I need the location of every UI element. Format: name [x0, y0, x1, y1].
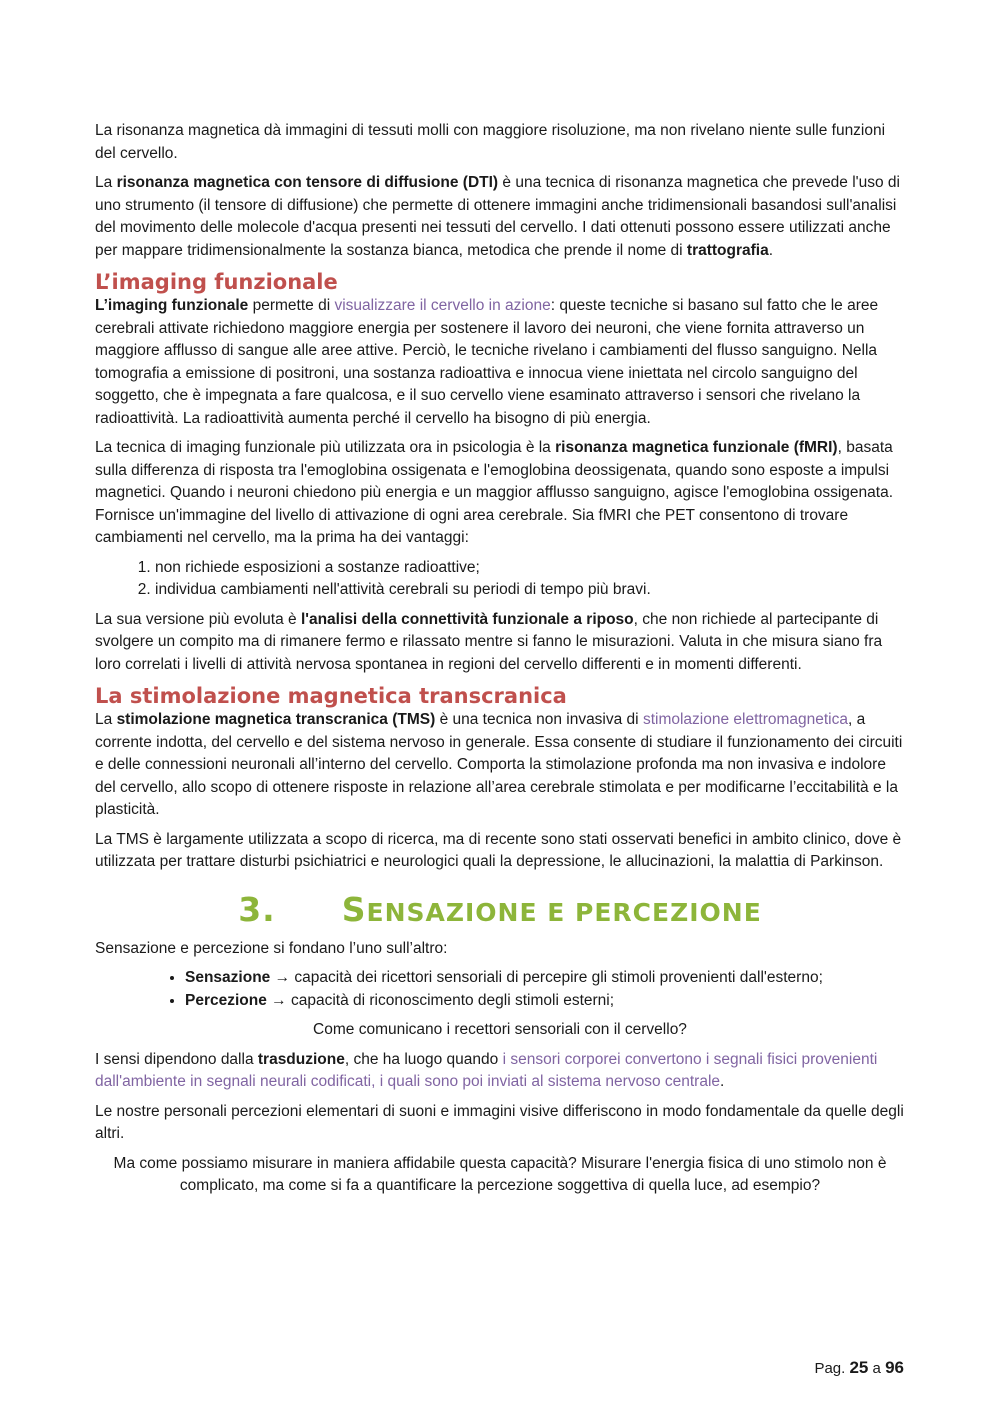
term-trasduzione: trasduzione	[257, 1050, 345, 1068]
link-stimolazione-elettromagnetica[interactable]: stimolazione elettromagnetica	[642, 711, 848, 728]
link-visualizzare-cervello[interactable]: visualizzare il cervello in azione	[334, 297, 551, 314]
paragraph-trasduzione: I sensi dipendono dalla trasduzione, che ha luogo quando i sensori corporei convertono i segnali fisici provenienti dall'ambiente in segnali neurali codificati, i quali sono poi inviati al sistema nervoso centrale.	[95, 1050, 878, 1090]
chapter-heading	[95, 888, 905, 938]
paragraph-fmri: La tecnica di imaging funzionale più utilizzata ora in psicologia è la risonanza magnetica funzionale (fMRI), basata sulla differenza di risposta tra l'emoglobina ossigenata e l'emoglobina deossigenata, quando sono esposte a impulsi magnetici. Quando i neuroni chiedono più energia e un maggior afflusso sanguigno, agisce l'emoglobina ossigenata. Fornisce un'immagine del livello di attivazione di ogni area cerebrale. Sia fMRI che PET consentono di trovare cambiamenti nel cervello, ma la prima ha dei vantaggi:	[95, 439, 894, 546]
paragraph-percezioni: Le nostre personali percezioni elementari di suoni e immagini visive differiscono in modo fondamentale da quelle degli altri.	[95, 1102, 904, 1142]
current-page: 25	[849, 1358, 869, 1377]
total-pages: 96	[885, 1358, 904, 1377]
question-recettori: Come comunicano i recettori sensoriali con il cervello?	[313, 1021, 687, 1038]
list-item: • Percezione → capacità di riconoscimento degli stimoli esterni;	[185, 990, 905, 1013]
chapter-title-rest: ENSAZIONE E PERCEZIONE	[366, 897, 762, 927]
heading-tms: La stimolazione magnetica transcranica	[95, 684, 567, 708]
page-number-footer: Pag. 25 a 96	[814, 1358, 904, 1377]
paragraph-intro-sensazione: Sensazione e percezione si fondano l’uno sull’altro:	[95, 939, 448, 957]
heading-imaging-funzionale: L’imaging funzionale	[95, 270, 338, 294]
paragraph-mri: La risonanza magnetica dà immagini di tessuti molli con maggiore risoluzione, ma non rivelano niente sulle funzioni del cervello.	[95, 122, 886, 162]
list-item: • Sensazione → capacità dei ricettori sensoriali di percepire gli stimoli provenienti dall'esterno;	[185, 967, 905, 990]
paragraph-connettivita: La sua versione più evoluta è l'analisi della connettività funzionale a riposo, che non richiede al partecipante di svolgere un compito ma di rimanere fermo e rilassato mentre si fanno le misurazioni. Valuta in che misura siano fra loro correlati i livelli di attività nervosa spontanea in regioni del cervello differenti e in momenti differenti.	[95, 610, 883, 673]
term-connettivita: l'analisi della connettività funzionale a riposo	[300, 610, 634, 628]
chapter-number: 3.	[238, 889, 276, 929]
list-item: 1. non richiede esposizioni a sostanze radioattive;	[155, 557, 905, 580]
term-fmri: risonanza magnetica funzionale (fMRI)	[555, 439, 838, 456]
term-trattografia: trattografia	[686, 241, 769, 259]
paragraph-imaging: L’imaging funzionale permette di visualizzare il cervello in azione: queste tecniche si basano sul fatto che le aree cerebrali attivate richiedono maggiore energia per sostenere il lavoro dei neuroni, che viene fornita attraverso un maggiore afflusso di sangue alle aree attive. Perciò, le tecniche rivelano i cambiamenti del flusso sanguigno. Nella tomografia a emissione di positroni, una sostanza radioattiva e innocua viene iniettata nel circolo sanguigno del soggetto, che è impegnata a fare qualcosa, e il suo cervello viene esaminato attraverso i sensori che rivelano la radioattività. La radioattività aumenta perché il cervello ha bisogno di più energia.	[95, 297, 879, 427]
page-content	[95, 120, 905, 1205]
chapter-title-initial: S	[341, 889, 367, 929]
term-tms: stimolazione magnetica transcranica (TMS)	[116, 711, 436, 728]
term-dti: risonanza magnetica con tensore di diffusione (DTI)	[116, 174, 499, 191]
paragraph-dti: La risonanza magnetica con tensore di diffusione (DTI) è una tecnica di risonanza magnetica che prevede l'uso di uno strumento (il tensore di diffusione) che permette di ottenere immagini anche tridimensionali basandosi sull'analisi del movimento delle molecole d'acqua presenti nei tessuti del cervello. I dati ottenuti possono essere utilizzati anche per mappare tridimensionalmente la sostanza bianca, metodica che prende il nome di trattografia.	[95, 174, 900, 259]
question-misurare: Ma come possiamo misurare in maniera affidabile questa capacità? Misurare l'energia fisica di uno stimolo non è complicato, ma come si fa a quantificare la percezione soggettiva di quella luce, ad esempio?	[113, 1154, 887, 1194]
term-imaging: L’imaging funzionale	[95, 297, 249, 314]
advantages-list	[95, 557, 905, 602]
term-percezione: Percezione	[185, 991, 267, 1009]
paragraph-tms: La stimolazione magnetica transcranica (TMS) è una tecnica non invasiva di stimolazione elettromagnetica, a corrente indotta, del cervello e del sistema nervoso in generale. Essa consente di studiare il funzionamento dei circuiti e delle connessioni neuronali all’interno del cervello. Comporta la stimolazione profonda ma non invasiva e indolore del cervello, allo scopo di ottenere risposte in relazione all’area cerebrale stimolata e per modificarne l’eccitabilità e la plasticità.	[95, 711, 903, 818]
list-item: 2. individua cambiamenti nell'attività cerebrali su periodi di tempo più bravi.	[155, 579, 905, 602]
definitions-list	[95, 967, 905, 1012]
paragraph-tms-uses: La TMS è largamente utilizzata a scopo di ricerca, ma di recente sono stati osservati benefici in ambito clinico, dove è utilizzata per trattare disturbi psichiatrici e neurologici quali la depressione, le allucinazioni, la malattia di Parkinson.	[95, 830, 902, 870]
link-sensori-corporei[interactable]: i sensori corporei convertono i segnali fisici provenienti dall'ambiente in segnali neurali codificati, i quali sono poi inviati al sistema nervoso centrale	[95, 1050, 878, 1090]
term-sensazione: Sensazione	[185, 969, 271, 986]
